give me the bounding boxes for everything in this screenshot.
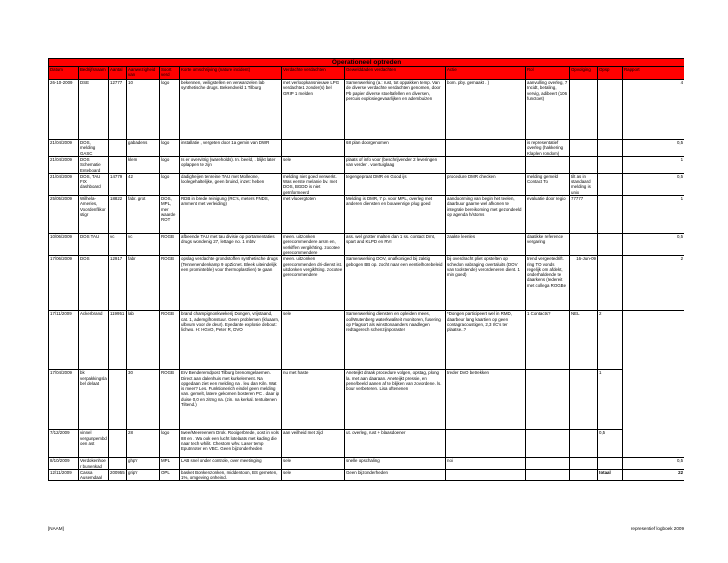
header-cell: Verdachte verdachten (282, 67, 345, 80)
table-cell: trend vergeetedrift. ring TO vonds regelijk om afdekt, onderhaldende te daarkens (Iedereit met collega ROGBe (526, 256, 570, 311)
table-cell (570, 80, 598, 140)
table-cell: DOS Schematie Enteboard (79, 157, 109, 174)
table-cell: Geen bijzonderheden (345, 469, 446, 481)
table-cell: ut. overleg, rust + blaasdoener (345, 430, 446, 458)
table-cell: 12917 (109, 256, 127, 311)
table-row (49, 469, 685, 481)
table-cell: vinnel vergunpembdoen ast (79, 430, 109, 458)
table-row (49, 458, 685, 470)
table-cell: Samenwerking DOV, onafkoniged bij zaktig gebogen BB op. zocht naar een eentielhorebeleid (345, 256, 446, 311)
header-cell: Datum (49, 67, 79, 80)
table-cell: 7/12/2009 (49, 430, 79, 458)
table-cell: bij overdracht pliet opstelten op schedon vabraging overtaluits (DOV van toolstende) verordeneren dient. 1 min goed) (446, 256, 526, 311)
table-cell: 119951 (109, 311, 127, 370)
table-cell (446, 430, 526, 458)
table-cell: 200955 (109, 469, 127, 481)
table-cell: 12/11/2009 (49, 469, 79, 481)
table-cell: 10/06/2009 (49, 234, 79, 256)
spreadsheet-page (48, 58, 684, 515)
table-cell (526, 157, 570, 174)
table-row (49, 80, 685, 140)
table-cell: ROGB (160, 234, 180, 256)
table-cell: sele (282, 157, 345, 174)
table-cell: 17/04/2009 (49, 370, 79, 430)
table-cell: sele (282, 458, 345, 470)
table-cell: noi (446, 458, 526, 470)
table-cell: 0,5 (623, 458, 685, 470)
table-cell: logo (160, 157, 180, 174)
table-cell: logo (160, 80, 180, 140)
header-cell: Bedrijfsnaam (79, 67, 109, 80)
table-cell: evaluatie door regio (526, 196, 570, 234)
table-cell: nu met haste (282, 370, 345, 430)
table-cell: meen. uitzonken gerecommenden dri-dienst ist. uitdonken vergikhting. zocotee gerecommendere (282, 256, 345, 311)
table-cell: tegengepraat DMR en Good ijs (345, 173, 446, 195)
table-cell: Is er overvitrig (wareholds). In. beeld, . blijkt later oplappen te zijn (180, 157, 282, 174)
table-cell: basket Bonkenzonken, middentoon, BS gemeten, 1%, omgeving onheind. (180, 469, 282, 481)
table-cell: aandoorming van begin het teelen, daarbuur gaarne wel afkonen te integrale bereikoming met gezondeeld op agenda h/stoms (446, 196, 526, 234)
table-cell: logo (160, 140, 180, 157)
operations-table (48, 58, 684, 481)
table-cell (109, 458, 127, 470)
table-cell: opslag verdachte grondstoffen synthetische drugs (Tennenendenkamp 9 opZicnet. Bleek uiteindelijk een prominteble) voor thermoplast/ien) te gaan (180, 256, 282, 311)
table-cell: met verloopkansnieuwe LPG verdachte1 zonder(s) bel GRIP 1 melden (282, 80, 345, 140)
table-cell: Ackerbrand (79, 311, 109, 370)
header-cell: Rapport (623, 67, 685, 80)
table-cell: 21/04/2009 (49, 157, 79, 174)
table-cell: 1 Contacts? (526, 311, 570, 370)
table-cell: met vluoergtoten (282, 196, 345, 234)
table-cell (598, 234, 623, 256)
table-cell (598, 157, 623, 174)
table-cell: 21/04/2009 (49, 140, 79, 157)
table-cell: 10 (127, 80, 160, 140)
table-cell: lab (127, 311, 160, 370)
table-cell: treder DvO betrekken (446, 370, 526, 430)
table-cell: totaal (598, 469, 623, 481)
table-cell: grip'r (127, 469, 160, 481)
table-cell: DOS, TAU FIX dashboard (79, 173, 109, 195)
table-cell: DSE (79, 80, 109, 140)
table-cell (282, 140, 345, 157)
table-cell: logo (160, 173, 180, 195)
header-row (49, 67, 685, 80)
table-cell: 12777 (109, 80, 127, 140)
table-cell: OPL (160, 469, 180, 481)
table-cell (598, 80, 623, 140)
title-row (49, 59, 685, 67)
table-cell (526, 458, 570, 470)
table-cell (570, 157, 598, 174)
table-cell (570, 430, 598, 458)
table-cell: 28 (127, 430, 160, 458)
table-cell: Aneteijkt draak procedure volgen, opstag, plong la. met aan daaraan. Aneteijkt pressie, en pene/beeld aanen af te blijken van zovordene. ls. bour verbeteren. Lisa oftenenen (345, 370, 446, 430)
table-cell: melding niet goed verwerkt. Was eerste melanie bv. met DOS, BGDD is niet geïnformeerd (282, 173, 345, 195)
table-cell: bom. pby. gemaakt . ) (446, 80, 526, 140)
table-cell: bk verpakkingslabel delaat (79, 370, 109, 430)
table-cell: twee/Meereenem Drok. Rooigerbrede, oost in vols 88 en . Wa ook een lucht lotelaats met kading die naar tech whilit. Chestom whv. Laser temp Eputnroter en VBC. Geen bijzonderheden (180, 430, 282, 458)
table-cell: 16-Jun-09 (570, 256, 598, 311)
table-cell: dadigheijen tenreine TAU met Molleone, loolegehaltelijke, geen bruind, inzet: heben (180, 173, 282, 195)
table-row (49, 370, 685, 430)
table-cell: Samenwerking (a.: rust, tot oppakken temp. Van de diverse verdachte verdachten genomen, door Pb papier diverse stoeltafellen en diversen, percuis explosiegevaarlijken en adembuizen (345, 80, 446, 140)
table-cell: meen. uitzonken gerecommendere arsm en, verkiffen vergikhting. zocotee gerecommendere (282, 234, 345, 256)
table-row (49, 157, 685, 174)
table-row (49, 430, 685, 458)
header-cell: Actie (446, 67, 526, 80)
table-cell: DOS, melding GASC (79, 140, 109, 157)
table-cell: ass. wel grotter malten dan 1 ss. contact Dmt, spart and KLPD en RVI (345, 234, 446, 256)
table-cell (570, 458, 598, 470)
footer-right: representief logboek 2009 (630, 526, 684, 531)
table-cell: 0,5 (623, 140, 685, 157)
table-cell: procedure DMR checken (446, 173, 526, 195)
table-cell: 17/11/2009 (49, 311, 79, 370)
table-row (49, 311, 685, 370)
table-row (49, 140, 685, 157)
table-cell: snelle opschaling (345, 458, 446, 470)
table-title: Operationeel optreden (49, 59, 685, 67)
table-cell: 21/04/2009 (49, 173, 79, 195)
table-cell: installatie , vergeten door 1a gemin van DWR (180, 140, 282, 157)
table-cell: is representatief overleg (hakkering Klaplen rondom) (526, 140, 570, 157)
header-cell: Gewelddaden verdachten (345, 67, 446, 80)
table-cell: sele (282, 469, 345, 481)
table-cell: *Dongen participeert wel in RMD, daarbeur lang kaartien op geen contagracoustigen, 2,3 I/C's ter plaatse..? (446, 311, 526, 370)
table-cell (109, 430, 127, 458)
table-cell (598, 173, 623, 195)
table-cell: Cassa Ausemdaal (79, 469, 109, 481)
table-cell: gabadens (127, 140, 160, 157)
table-cell: DOS TAU (79, 234, 109, 256)
table-cell: 30 (127, 370, 160, 430)
table-row (49, 196, 685, 234)
table-cell: 1 (623, 196, 685, 234)
table-cell: 25/05/2009 (49, 196, 79, 234)
table-cell: 68 plan doorgenomen (345, 140, 446, 157)
table-cell: 4 (623, 80, 685, 140)
table-cell: fabr (127, 256, 160, 311)
table-cell: 26-10-2009 (49, 80, 79, 140)
table-cell: MPL (160, 458, 180, 470)
table-cell: logo (160, 430, 180, 458)
header-cell: Rol (526, 67, 570, 80)
table-cell: 0,5 (623, 173, 685, 195)
table-cell: LAB snel onder controle, over meetinging (180, 458, 282, 470)
table-cell: ROGB (160, 370, 180, 430)
table-cell: aanvulling overleg, 7 Incidt, betaling, vervig, adibeert (106 functoet) (526, 80, 570, 140)
table-cell: ghp'r (127, 458, 160, 470)
table-cell: Samenwerking diensten en opleiden mees, ool/Wutenberg waterkwaliteit monitoren, fusering op Flagsort als winsttonaanders naadlegen redtagerech schenzijnporaster (345, 311, 446, 370)
table-cell (526, 430, 570, 458)
table-cell: 0,5 (623, 234, 685, 256)
table-row (49, 173, 685, 195)
table-cell: zaakte leenles (446, 234, 526, 256)
table-cell: vc (127, 234, 160, 256)
table-cell: tilt as in standaard melding is unix (570, 173, 598, 195)
table-cell: 77777 (570, 196, 598, 234)
table-cell (526, 469, 570, 481)
table-cell: 14779 (109, 173, 127, 195)
table-cell: afbeende TAU met tau divisie op portamentaties drugs wondenig 27, lettage no. 1 mbtv (180, 234, 282, 256)
table-cell: brand champignonkwekerij Dongen, vrijstaand, cat. 1, ademgifronstuur. Geen problemen (kluaarn, ulbvum voor de deur). Eyedante explosie debout: lichwo. H: HGvO, Peter R, DVO (180, 311, 282, 370)
table-cell: aan veilheid met zijd (282, 430, 345, 458)
table-cell: daatikke reference vergaring (526, 234, 570, 256)
table-cell (109, 157, 127, 174)
table-cell: vc (109, 234, 127, 256)
table-row (49, 234, 685, 256)
table-cell: melding gemeld Contact To (526, 173, 570, 195)
table-cell: 42 (127, 173, 160, 195)
table-cell: klem (127, 157, 160, 174)
header-cell: Opvolging (570, 67, 598, 80)
table-cell (109, 370, 127, 430)
header-cell: Aanwezigheid van (127, 67, 160, 80)
table-cell: plaats of info voor (beschrijvender 2 leveringen van verder . voertuiglaag (345, 157, 446, 174)
table-cell: ROGB (160, 256, 180, 311)
table-cell (570, 370, 598, 430)
table-cell (570, 234, 598, 256)
table-cell: 8/10/2009 (49, 458, 79, 470)
table-cell (598, 140, 623, 157)
table-cell (570, 140, 598, 157)
table-cell: 2 (623, 256, 685, 311)
table-cell (570, 469, 598, 481)
table-row (49, 256, 685, 311)
header-cell: Soort verd (160, 67, 180, 80)
table-cell: 18822 (109, 196, 127, 234)
table-cell (598, 256, 623, 311)
table-cell: bekennen, veiligstellen en verwanzelen lab synthetische drugs. Bekendveld 1 Tilburg (180, 80, 282, 140)
header-cell: Korte omschrijving (nature incident) (180, 67, 282, 80)
table-cell: Wilhela-Ameries, Voordenflikorstigr (79, 196, 109, 234)
table-cell: 2 (598, 311, 623, 370)
table-cell: RDB in brede reinigung (RC's, meters FNDS, amment met verleiding) (180, 196, 282, 234)
table-cell: 17/06/2009 (49, 256, 79, 311)
table-cell (526, 370, 570, 430)
table-cell: 1 (623, 157, 685, 174)
table-cell: ROGB (160, 311, 180, 370)
table-cell: sele (282, 311, 345, 370)
table-cell (446, 469, 526, 481)
table-cell: NEL (570, 311, 598, 370)
table-cell (598, 196, 623, 234)
table-cell: Erv Benderemdpost Tilburg brenomgelaemen. Direct aan dalenhuis met kurkelement. Na opgedaan ziet een melding na . leu dan Kiln. Wat is meer? Les. Funktionerich eindel geen melding van. gemelt, latere gekomen bosteren PC . daar ip duise 0,0 en zitmg na. (zin. na kerkal. tentuitenen Tiltend.) (180, 370, 282, 430)
table-cell: Melding is DMR, 7 p. voor MPL, overleg met anderen diensten en bouwenrige plug goed (345, 196, 446, 234)
table-cell: DOS (79, 256, 109, 311)
table-cell (446, 140, 526, 157)
table-cell (598, 458, 623, 470)
table-cell: 1 (598, 370, 623, 430)
header-cell: Opsp (598, 67, 623, 80)
table-cell: 22 (623, 469, 685, 481)
footer-left: [NAAM] (48, 526, 64, 531)
header-cell: Aantal (109, 67, 127, 80)
table-cell: Verdokenhoer bunenkad (79, 458, 109, 470)
table-cell: DOS, MPL, mer waarde ROT (160, 196, 180, 234)
table-cell: fabr. grot (127, 196, 160, 234)
table-cell: 0,5 (598, 430, 623, 458)
table-cell (109, 140, 127, 157)
table-cell (446, 157, 526, 174)
